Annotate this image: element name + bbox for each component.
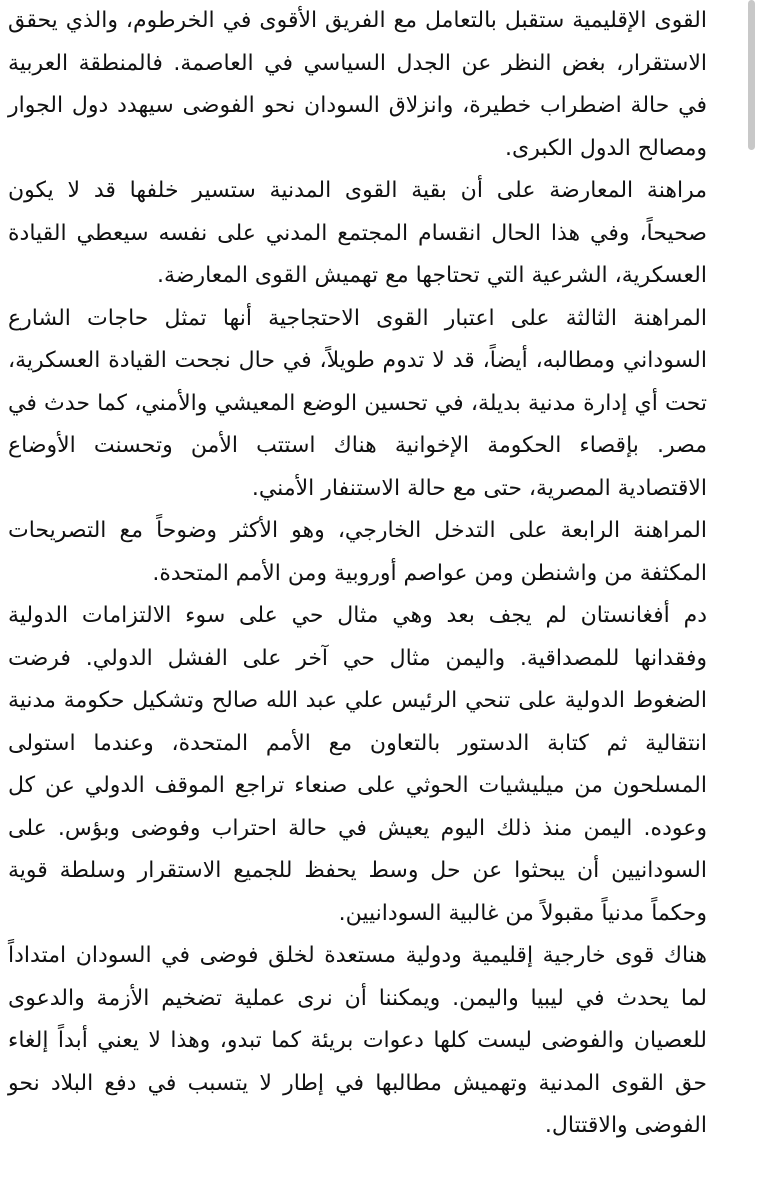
- paragraph: دم أفغانستان لم يجف بعد وهي مثال حي على سوء الالتزامات الدولية وفقدانها للمصداقية. واليمن مثال حي آخر على الفشل الدولي. فرضت الضغوط الدولية على تنحي الرئيس علي عبد الله صالح وتشكيل حكومة مدنية انتقالية ثم كتابة الدستور بالتعاون مع الأمم المتحدة، وعندما استولى المسلحون من ميليشيات الحوثي على صنعاء تراجع الموقف الدولي عن كل وعوده. اليمن منذ ذلك اليوم يعيش في حالة احتراب وفوضى وبؤس. على السودانيين أن يبحثوا عن حل وسط يحفظ للجميع الاستقرار وسلطة قوية وحكماً مدنياً مقبولاً من غالبية السودانيين.: [8, 603, 707, 926]
- paragraph: هناك قوى خارجية إقليمية ودولية مستعدة لخلق فوضى في السودان امتداداً لما يحدث في ليبيا واليمن. ويمكننا أن نرى عملية تضخيم الأزمة والدعوى للعصيان والفوضى ليست كلها دعوات بريئة كما تبدو، وهذا لا يعني أبداً إلغاء حق القوى المدنية وتهميش مطالبها في إطار لا يتسبب في دفع البلاد نحو الفوضى والاقتتال.: [8, 943, 707, 1138]
- paragraph: المراهنة الثالثة على اعتبار القوى الاحتجاجية أنها تمثل حاجات الشارع السوداني ومطالبه، أيضاً، قد لا تدوم طويلاً، في حال نجحت القيادة العسكرية، تحت أي إدارة مدنية بديلة، في تحسين الوضع المعيشي والأمني، كما حدث في مصر. بإقصاء الحكومة الإخوانية هناك استتب الأمن وتحسنت الأوضاع الاقتصادية المصرية، حتى مع حالة الاستنفار الأمني.: [8, 305, 707, 501]
- paragraph: القوى الإقليمية ستقبل بالتعامل مع الفريق الأقوى في الخرطوم، والذي يحقق الاستقرار، بغض النظر عن الجدل السياسي في العاصمة. فالمنطقة العربية في حالة اضطراب خطيرة، وانزلاق السودان نحو الفوضى سيهدد دول الجوار ومصالح الدول الكبرى.: [8, 8, 707, 161]
- paragraph: المراهنة الرابعة على التدخل الخارجي، وهو الأكثر وضوحاً مع التصريحات المكثفة من واشنطن ومن عواصم أوروبية ومن الأمم المتحدة.: [8, 518, 707, 586]
- paragraph: مراهنة المعارضة على أن بقية القوى المدنية ستسير خلفها قد لا يكون صحيحاً، وفي هذا الحال انقسام المجتمع المدني على نفسه سيعطي القيادة العسكرية، الشرعية التي تحتاجها مع تهميش القوى المعارضة.: [8, 178, 707, 288]
- scrollbar-thumb[interactable]: [748, 0, 755, 150]
- article-body: [8, 0, 707, 1148]
- scrollbar-track[interactable]: [745, 0, 757, 1200]
